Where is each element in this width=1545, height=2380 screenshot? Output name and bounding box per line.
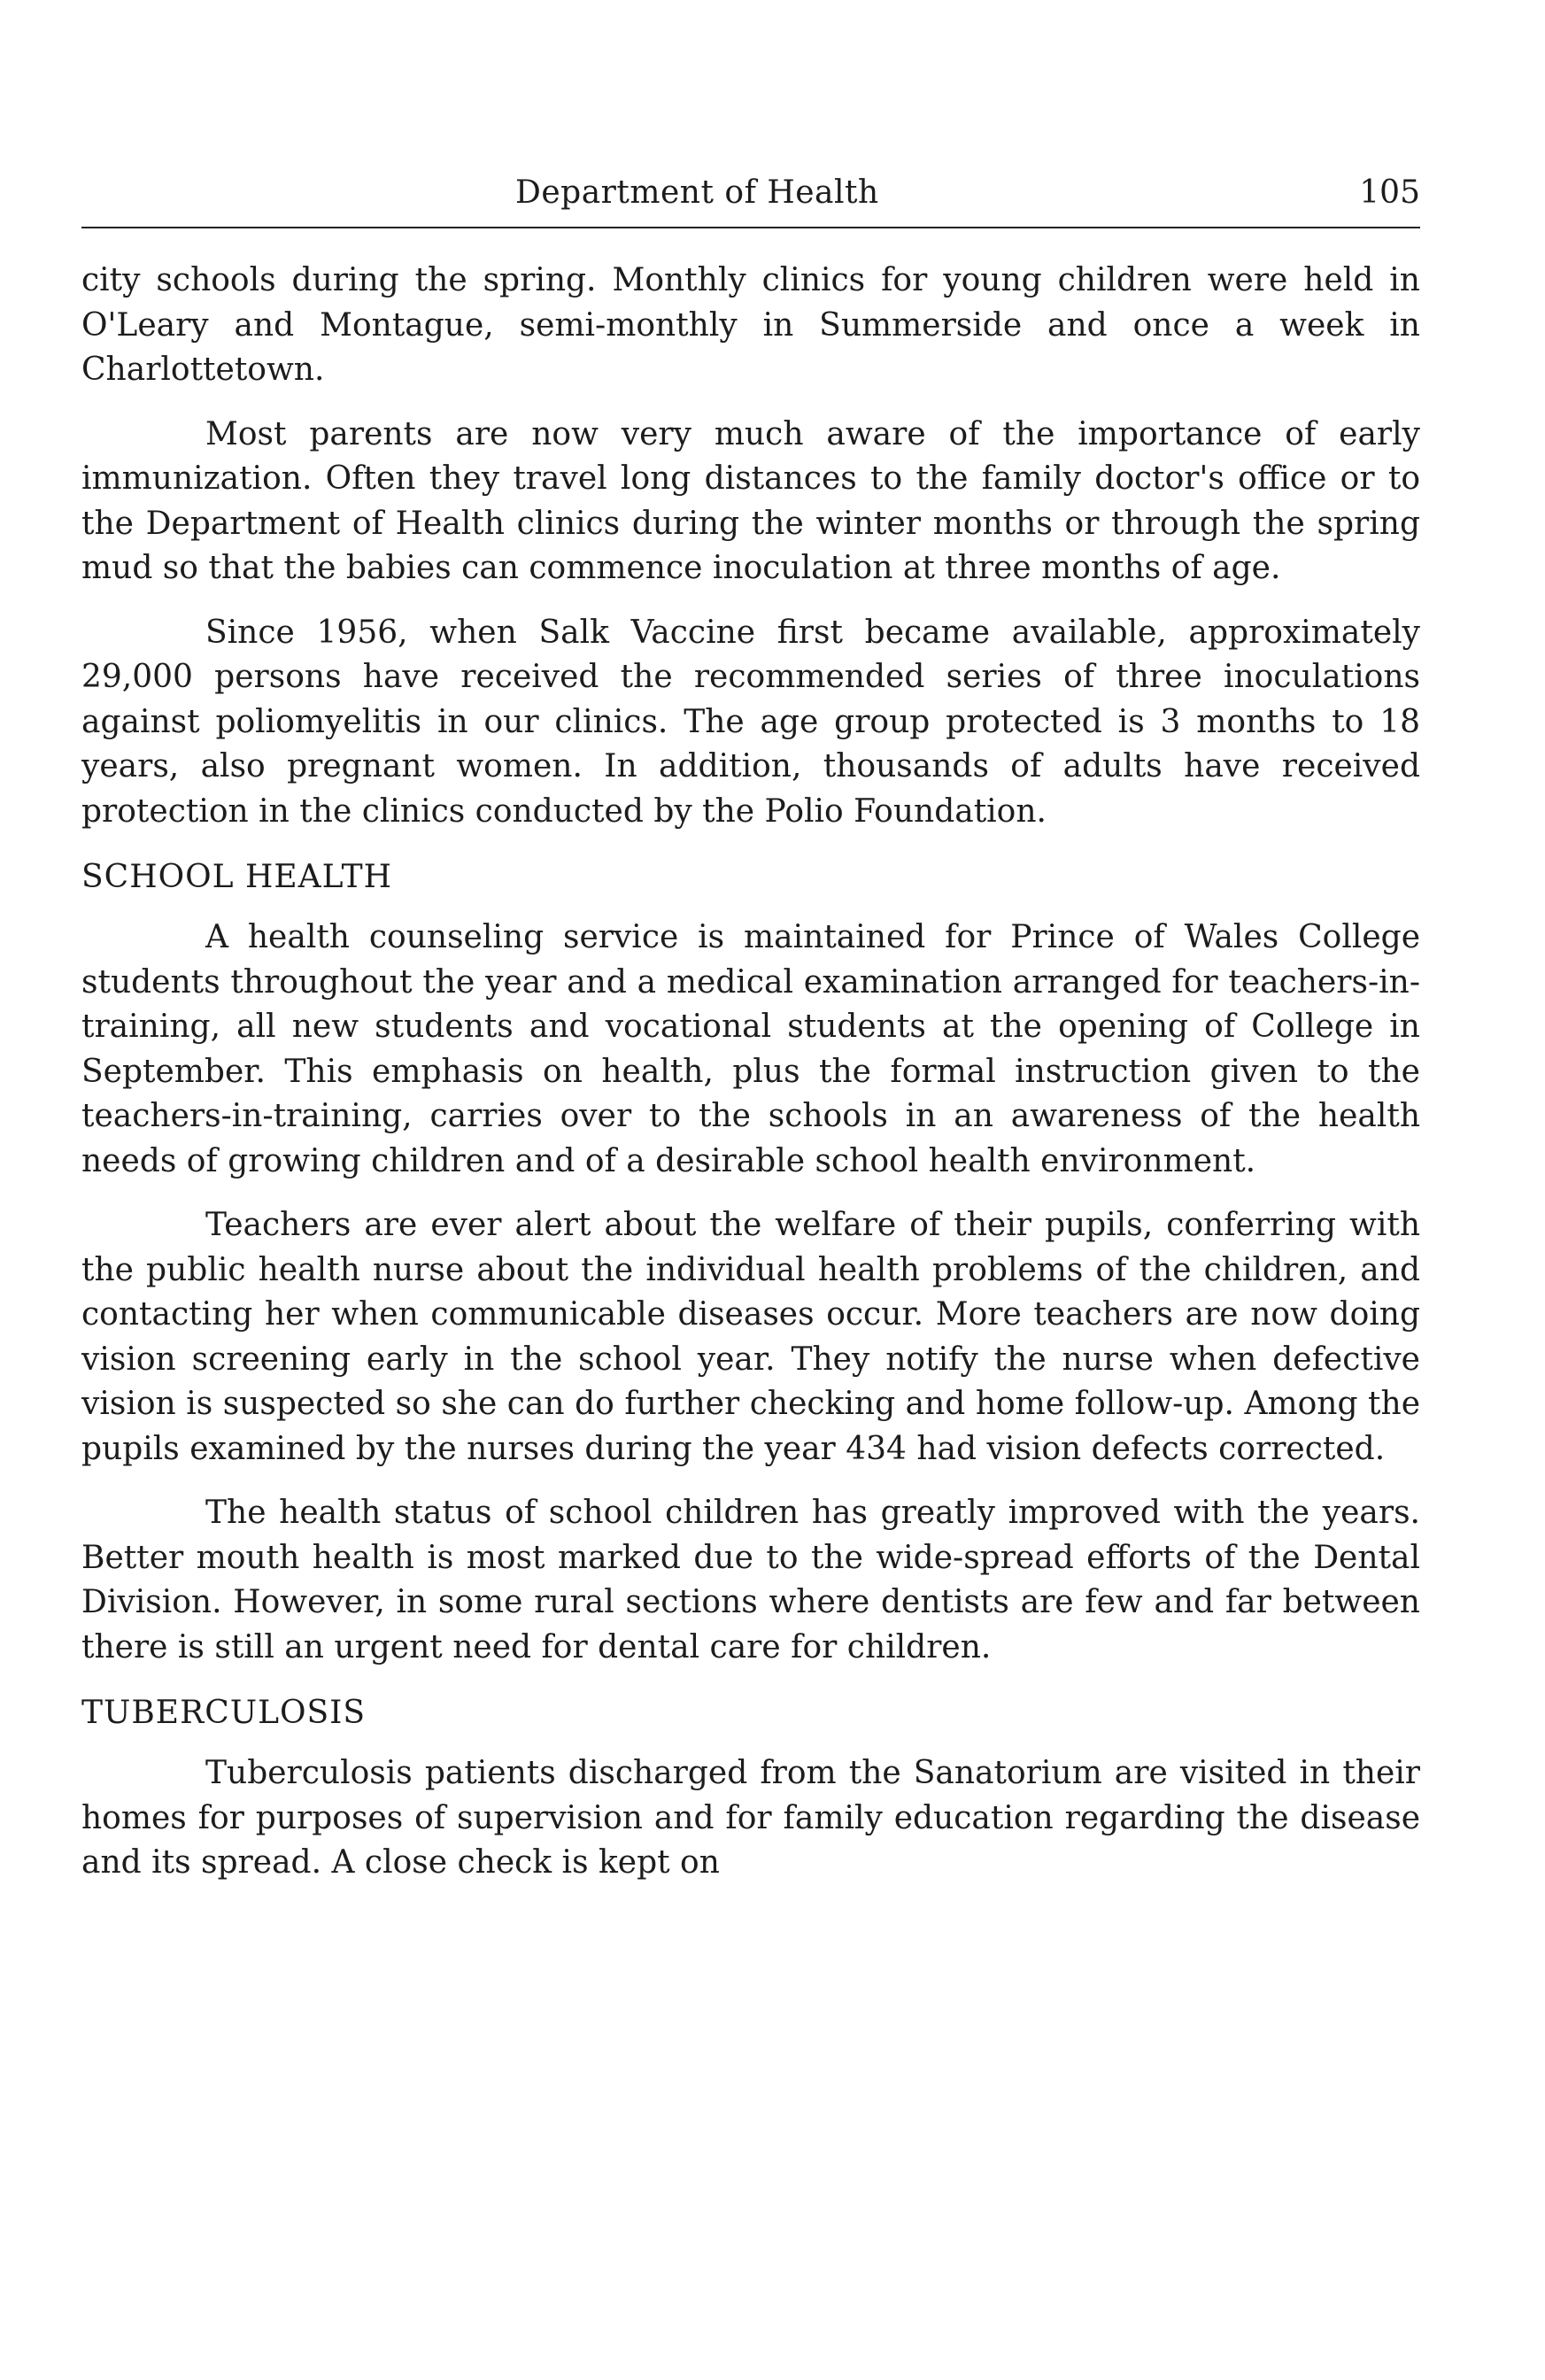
paragraph: Tuberculosis patients discharged from the Sanatorium are visited in their homes for purposes of supervision and for family education regarding the disease and its spread. A close check is kept on — [81, 1755, 1420, 1881]
page-number: 105 — [1359, 174, 1420, 211]
paragraph: Since 1956, when Salk Vaccine first became available, approximately 29,000 persons have received the recommended series of three inoculations against poliomyelitis in our clinics. The age group protected is 3 months to 18 years, also pregnant women. In addition, thousands of adults have received protection in the clinics conducted by the Polio Foundation. — [81, 614, 1420, 830]
running-head — [81, 168, 1420, 218]
paragraph: city schools during the spring. Monthly clinics for young children were held in O'Leary and Montague, semi-monthly in Summerside and once a week in Charlottetown. — [81, 262, 1420, 388]
document-page — [81, 168, 1420, 1905]
running-head-title: Department of Health — [515, 174, 879, 211]
paragraph: Teachers are ever alert about the welfare of their pupils, conferring with the public health nurse about the individual health problems of the children, and contacting her when communicable diseases occur. More teachers are now doing vision screening early in the school year. They notify the nurse when defective vision is suspected so she can do further checking and home follow-up. Among the pupils examined by the nurses during the year 434 had vision defects corrected. — [81, 1207, 1420, 1467]
paragraph: Most parents are now very much aware of the importance of early immunization. Often they travel long distances to the family doctor's office or to the Department of Health clinics during the winter months or through the spring mud so that the babies can commence inoculation at three months of age. — [81, 415, 1420, 586]
header-rule — [81, 227, 1420, 228]
paragraph: The health status of school children has greatly improved with the years. Better mouth health is most marked due to the wide-spread efforts of the Dental Division. However, in some rural sections where dentists are few and far between there is still an urgent need for dental care for children. — [81, 1495, 1420, 1665]
body-text — [81, 259, 1420, 1886]
paragraph: A health counseling service is maintained for Prince of Wales College students throughout the year and a medical examination arranged for teachers-in-training, all new students and vocational students at the opening of College in September. This emphasis on health, plus the formal instruction given to the teachers-in-training, carries over to the schools in an awareness of the health needs of growing children and of a desirable school health environment. — [81, 919, 1420, 1179]
section-heading-school-health: SCHOOL HEALTH — [81, 859, 393, 895]
section-heading-tuberculosis: TUBERCULOSIS — [81, 1695, 367, 1731]
